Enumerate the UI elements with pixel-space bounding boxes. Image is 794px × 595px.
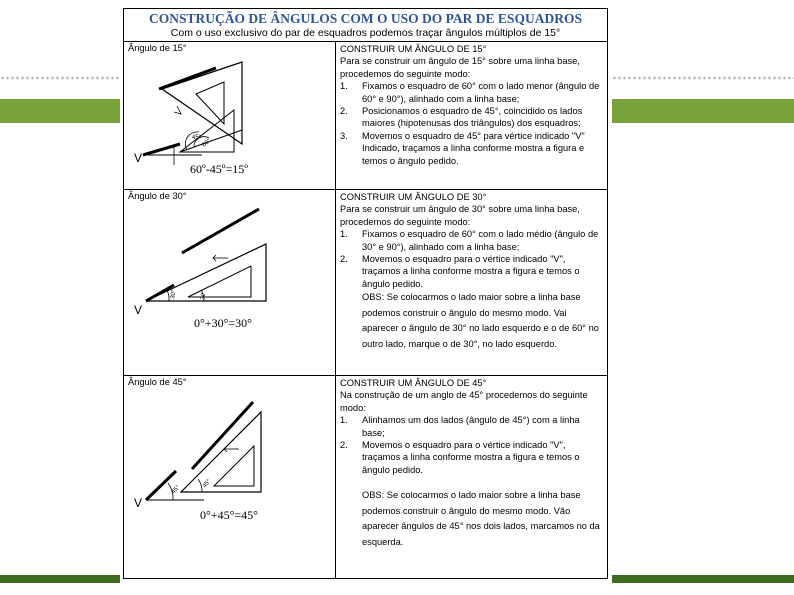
row-15-heading: CONSTRUIR UM ÂNGULO DE 15° <box>340 44 487 54</box>
angle-label: 45° <box>201 478 213 490</box>
row-45-instructions <box>340 377 602 550</box>
row-15-intro: Para se construir um ângulo de 15° sobre uma linha base, procedemos do seguinte modo: <box>340 56 580 79</box>
table-divider <box>124 375 607 376</box>
row-45-steps <box>340 414 602 476</box>
green-band-right <box>612 99 794 123</box>
page-title: CONSTRUÇÃO DE ÂNGULOS COM O USO DO PAR DE ESQUADROS <box>149 11 582 26</box>
row-15-instructions <box>340 43 602 167</box>
step-text: Alinhamos um dos lados (ângulo de 45°) com a linha base; <box>362 415 580 438</box>
step-text: Movemos o esquadro para o vértice indicado "V", traçamos a linha conforme mostra a figura e temos o ângulo pedido. <box>362 254 580 289</box>
figure-45-degrees <box>124 387 335 577</box>
angle-formula: 0°+45°=45° <box>200 508 258 522</box>
bottom-bar-left <box>0 575 120 583</box>
list-item <box>340 439 602 476</box>
list-item <box>340 414 602 439</box>
row-30-steps <box>340 228 602 290</box>
content-table <box>123 8 608 579</box>
row-30-left-title: Ângulo de 30° <box>128 191 187 201</box>
step-number: 3. <box>340 130 348 141</box>
row-15-left-title: Ângulo de 15° <box>128 43 187 53</box>
step-text: Posicionamos o esquadro de 45°, coincidido os lados maiores (hipotenusas dos triângulos) dos esquadros; <box>362 106 583 129</box>
list-item <box>340 105 602 130</box>
angle-label: 30° <box>170 289 178 300</box>
step-text: Movemos o esquadro de 45° para vértice indicado "V" Indicado, traçamos a linha conforme mostra a figura e temos o ângulo pedido. <box>362 130 585 166</box>
figure-30-degrees <box>124 201 335 373</box>
step-number: 1. <box>340 229 348 240</box>
row-45-note: OBS: Se colocarmos o lado maior sobre a linha base podemos construir o ângulo do mesmo modo. Vão aparecer ângulos de 45° nos dois lados, marcamos no da esquerda. <box>362 490 600 547</box>
spacer <box>340 476 602 488</box>
angle-label: 45° <box>170 484 182 496</box>
angle-label: 60° <box>201 138 213 149</box>
list-item <box>340 130 602 167</box>
step-number: 2. <box>340 106 348 117</box>
step-number: 2. <box>340 254 348 265</box>
angle-label: 45° <box>192 135 202 141</box>
page-subtitle: Com o uso exclusivo do par de esquadros podemos traçar ângulos múltiplos de 15° <box>170 27 561 39</box>
row-45-left-title: Ângulo de 45° <box>128 377 187 387</box>
dotted-divider-left <box>0 76 120 80</box>
column-divider <box>335 41 336 578</box>
figure-45-drawing <box>124 387 335 577</box>
step-number: 2. <box>340 440 348 451</box>
row-45-heading: CONSTRUIR UM ÂNGULO DE 45° <box>340 378 487 388</box>
angle-formula: 0°+30°=30° <box>194 316 252 330</box>
list-item <box>340 228 602 253</box>
vertex-label-v: V <box>134 303 143 317</box>
vertex-label-v: V <box>134 151 143 165</box>
step-number: 1. <box>340 415 348 426</box>
angle-label: 30° <box>200 290 208 301</box>
document-page <box>120 0 612 595</box>
dotted-divider-right <box>612 76 794 80</box>
list-item <box>340 253 602 290</box>
figure-30-drawing <box>124 201 335 373</box>
figure-15-degrees <box>124 54 335 188</box>
list-item <box>340 80 602 105</box>
angle-formula: 60º-45º=15º <box>190 162 248 176</box>
table-divider <box>124 41 607 42</box>
step-text: Movemos o esquadro para o vértice indicado "V", traçamos a linha conforme mostra a figura e temos o ângulo pedido. <box>362 440 580 475</box>
step-text: Fixamos o esquadro de 60° com o lado médio (ângulo de 30° e 90°), alinhado com a linha base; <box>362 229 599 252</box>
vertex-label-v: V <box>134 496 143 510</box>
bottom-bar-right <box>612 575 794 583</box>
step-text: Fixamos o esquadro de 60° com o lado menor (ângulo de 60° e 90°), alinhado com a linha base; <box>362 81 600 104</box>
row-30-note: OBS: Se colocarmos o lado maior sobre a linha base podemos construir o ângulo do mesmo modo. Vai aparecer o ângulo de 30° no lado esquerdo e o de 60° no outro lado, marque o de 30°, no lado esquerdo. <box>362 292 599 349</box>
figure-15-drawing <box>124 54 335 188</box>
row-45-intro: Na construção de um anglo de 45° procedemos do seguinte modo: <box>340 390 588 413</box>
row-30-heading: CONSTRUIR UM ÂNGULO DE 30° <box>340 192 487 202</box>
row-15-steps <box>340 80 602 167</box>
table-divider <box>124 189 607 190</box>
step-number: 1. <box>340 81 348 92</box>
row-30-instructions <box>340 191 602 352</box>
green-band-left <box>0 99 120 123</box>
row-30-intro: Para se construir um ângulo de 30° sobre uma linha base, procedemos do seguinte modo: <box>340 204 580 227</box>
